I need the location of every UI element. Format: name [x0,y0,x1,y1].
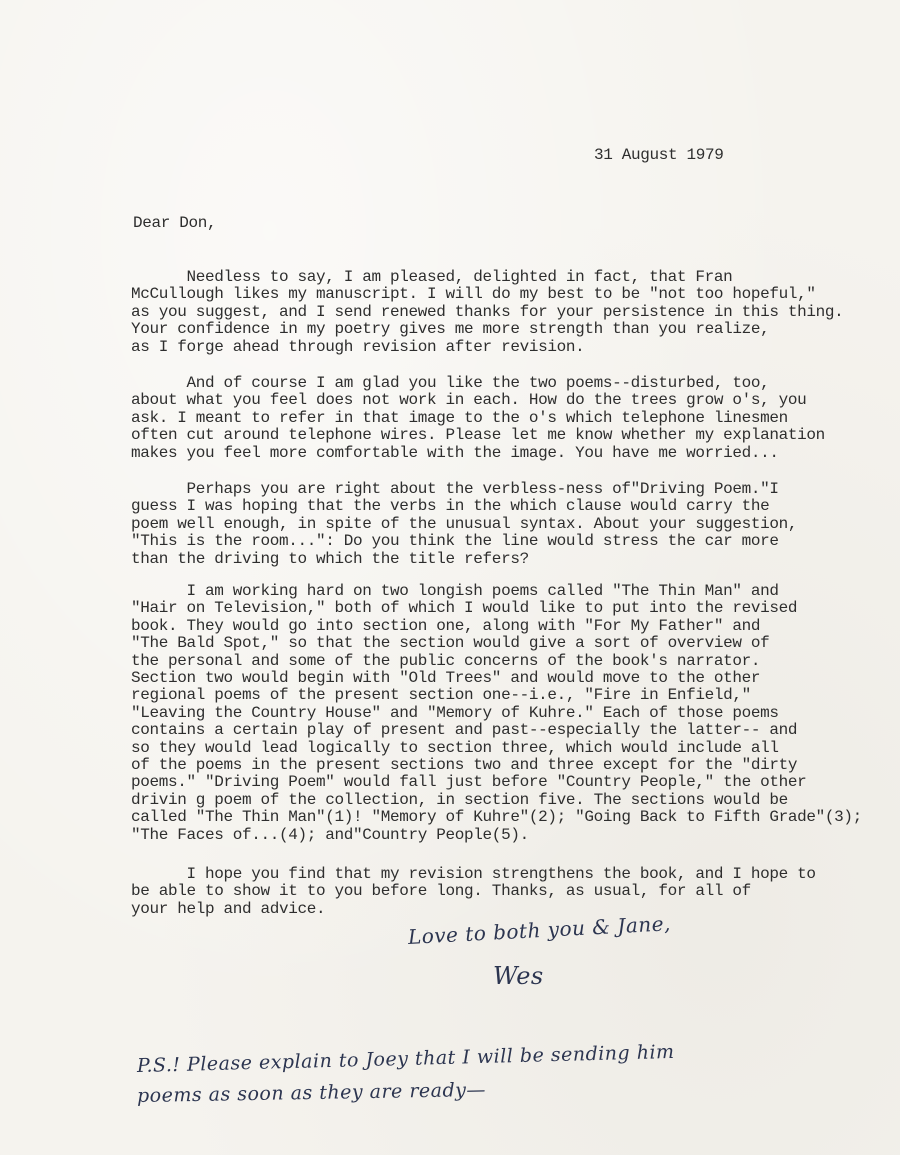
postscript-line-1: P.S.! Please explain to Joey that I will be sending him [136,1040,675,1077]
body-paragraph-4: I am working hard on two longish poems called "The Thin Man" and "Hair on Television," both of which I would like to put into the revised book. They would go into section one, along with "For My Father" and "The Bald Spot," so that the section would give a sort of overview of the personal and some of the public concerns of the book's narrator. Section two would begin with "Old Trees" and would move to the other regional poems of the present section one--i.e., "Fire in Enfield," "Leaving the Country House" and "Memory of Kuhre." Each of those poems contains a certain play of present and past--especially the latter-- and so they would lead logically to section three, which would include all of the poems in the present sections two and three except for the "dirty poems." "Driving Poem" would fall just before "Country People," the other drivin g poem of the collection, in section five. The sections would be called "The Thin Man"(1)! "Memory of Kuhre"(2); "Going Back to Fifth Grade"(3); "The Faces of...(4); and"Country People(5). [131,582,862,844]
body-paragraph-5: I hope you find that my revision strengthens the book, and I hope to be able to show it to you before long. Thanks, as usual, for all of your help and advice. [131,865,816,918]
handwritten-signature: Wes [493,962,544,990]
body-paragraph-2: And of course I am glad you like the two poems--disturbed, too, about what you feel does not work in each. How do the trees grow o's, you ask. I meant to refer in that image to the o's which telephone linesmen often cut around telephone wires. Please let me know whether my explanation makes you feel more comfortable with the image. You have me worried... [131,374,825,462]
salutation: Dear Don, [133,214,217,232]
body-paragraph-3: Perhaps you are right about the verbless-ness of"Driving Poem."I guess I was hoping that the verbs in the which clause would carry the poem well enough, in spite of the unusual syntax. About your suggestion, "This is the room...": Do you think the line would stress the car more than the driving to which the title refers? [131,480,798,568]
letter-date: 31 August 1979 [594,146,724,164]
handwritten-closing: Love to both you & Jane, [407,911,672,949]
postscript-line-2: poems as soon as they are ready— [136,1078,487,1107]
body-paragraph-1: Needless to say, I am pleased, delighted in fact, that Fran McCullough likes my manuscript. I will do my best to be "not too hopeful," as you suggest, and I send renewed thanks for your persistence in this thing. Your confidence in my poetry gives me more strength than you realize, as I forge ahead through revision after revision. [131,268,844,356]
